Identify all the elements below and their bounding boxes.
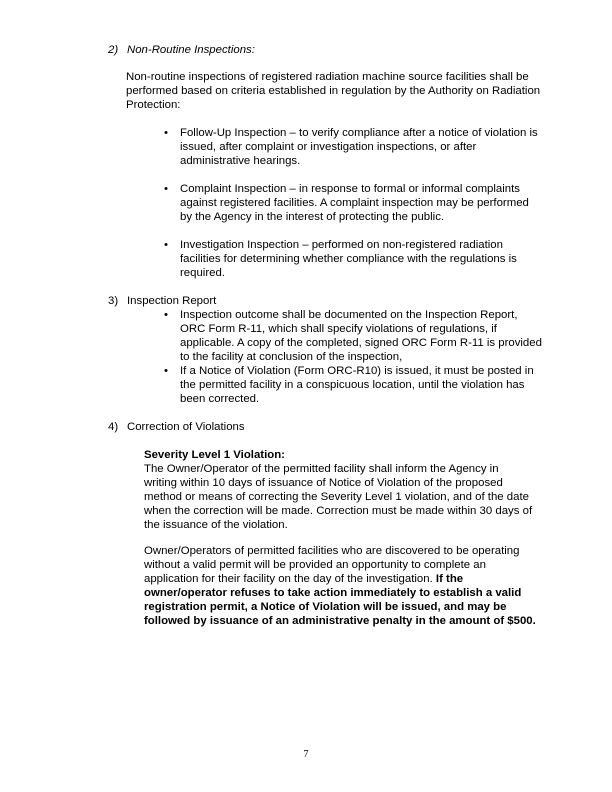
bullet-text: Follow-Up Inspection – to verify compliance after a notice of violation is issued, after complaint or investigation inspections, or after administrative hearings.	[180, 127, 538, 167]
section-3-number: 3)	[108, 295, 119, 307]
bullet-icon: •	[164, 239, 168, 251]
section-2-title: Non-Routine Inspections:	[127, 44, 255, 56]
section-2-number: 2)	[108, 44, 119, 56]
section-4-heading	[108, 420, 245, 434]
section-4-title: Correction of Violations	[127, 421, 245, 433]
list-item	[164, 126, 544, 168]
section-4-number: 4)	[108, 421, 119, 433]
severity-heading: Severity Level 1 Violation:	[144, 449, 285, 461]
list-item	[164, 182, 544, 224]
list-item	[164, 308, 544, 364]
severity-paragraph: The Owner/Operator of the permitted facility shall inform the Agency in writing within 10 days of issuance of Notice of Violation of the proposed method or means of correcting the Severity Level 1 violation, and of the date when the correction will be made. Correction must be made within 30 days of the issuance of the violation.	[144, 463, 533, 531]
section-2-bullet-list	[164, 126, 544, 280]
permit-paragraph	[144, 544, 542, 628]
bullet-icon: •	[164, 127, 168, 139]
bullet-text: If a Notice of Violation (Form ORC-R10) is issued, it must be posted in the permitted facility in a conspicuous location, until the violation has been corrected.	[180, 365, 534, 405]
bullet-text: Investigation Inspection – performed on non-registered radiation facilities for determining whether compliance with the regulations is required.	[180, 239, 517, 279]
bullet-text: Inspection outcome shall be documented on the Inspection Report, ORC Form R-11, which shall specify violations of regulations, if applicable. A copy of the completed, signed ORC Form R-11 is provided to the facility at conclusion of the inspection,	[180, 309, 542, 363]
bullet-icon: •	[164, 309, 168, 321]
section-3-heading	[108, 294, 216, 308]
page-number: 7	[303, 749, 309, 760]
permit-paragraph-text: Owner/Operators of permitted facilities who are discovered to be operating without a valid permit will be provided an opportunity to complete an application for their facility on the day of the investigation.	[144, 545, 520, 585]
section-3-bullet-list	[164, 308, 544, 406]
bullet-icon: •	[164, 365, 168, 377]
section-3-title: Inspection Report	[127, 295, 217, 307]
permit-paragraph-bold-text: If the owner/operator refuses to take action immediately to establish a valid registration permit, a Notice of Violation will be issued, and may be followed by issuance of an administrative penalty in the amount of $500.	[144, 573, 536, 627]
bullet-text: Complaint Inspection – in response to formal or informal complaints against registered facilities. A complaint inspection may be performed by the Agency in the interest of protecting the public.	[180, 183, 529, 223]
section-2-heading	[108, 43, 255, 57]
list-item	[164, 238, 544, 280]
bullet-icon: •	[164, 183, 168, 195]
list-item	[164, 364, 544, 406]
section-2-intro: Non-routine inspections of registered radiation machine source facilities shall be performed based on criteria established in regulation by the Authority on Radiation Protection:	[126, 71, 541, 111]
